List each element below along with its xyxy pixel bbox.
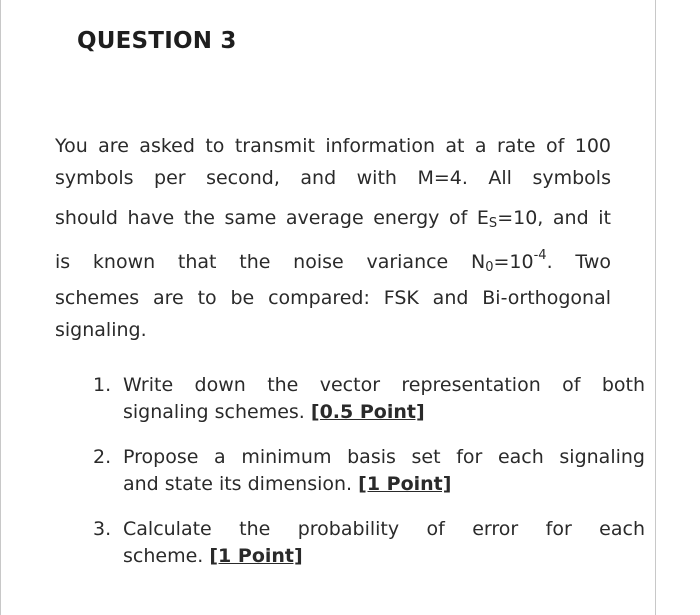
task-text-line-2 [123, 471, 645, 498]
task-points: [1 Point] [358, 473, 452, 495]
paragraph-line-2: symbols per second, and with M=4. All symbols [55, 167, 611, 189]
task-points: [0.5 Point] [310, 401, 425, 423]
energy-value: =10, and it [497, 207, 611, 229]
noise-exponent: -4 [533, 248, 547, 263]
energy-text: should have the same average energy of E [55, 207, 489, 229]
task-text: and state its dimension. [123, 473, 353, 495]
paragraph-line-5: schemes are to be compared: FSK and Bi-orthogonal [55, 287, 611, 309]
task-number: 3. [93, 518, 112, 540]
paragraph-line-3 [55, 194, 611, 238]
noise-text: is known that the noise variance N [55, 251, 486, 273]
task-text-line-1: Write down the vector representation of both [123, 374, 645, 396]
task-item-3 [93, 516, 645, 570]
question-paragraph [55, 130, 611, 346]
task-number: 2. [93, 446, 112, 468]
task-number: 1. [93, 374, 112, 396]
paragraph-line-6: signaling. [55, 319, 147, 341]
task-list [93, 372, 645, 588]
task-text-line-1: Propose a minimum basis set for each signaling [123, 446, 645, 468]
noise-trailing: . Two [546, 251, 611, 273]
task-text-line-2 [123, 543, 645, 570]
task-text: scheme. [123, 545, 204, 567]
task-points: [1 Point] [209, 545, 303, 567]
task-text: signaling schemes. [123, 401, 305, 423]
task-item-2 [93, 444, 645, 498]
task-item-1 [93, 372, 645, 426]
question-title: QUESTION 3 [77, 28, 237, 54]
noise-subscript: 0 [485, 260, 494, 275]
energy-subscript: S [488, 216, 498, 231]
task-text-line-2 [123, 399, 645, 426]
paragraph-line-4 [55, 238, 611, 282]
task-text-line-1: Calculate the probability of error for each [123, 518, 645, 540]
noise-value: =10 [493, 251, 534, 273]
paragraph-line-1: You are asked to transmit information at a rate of 100 [55, 135, 611, 157]
